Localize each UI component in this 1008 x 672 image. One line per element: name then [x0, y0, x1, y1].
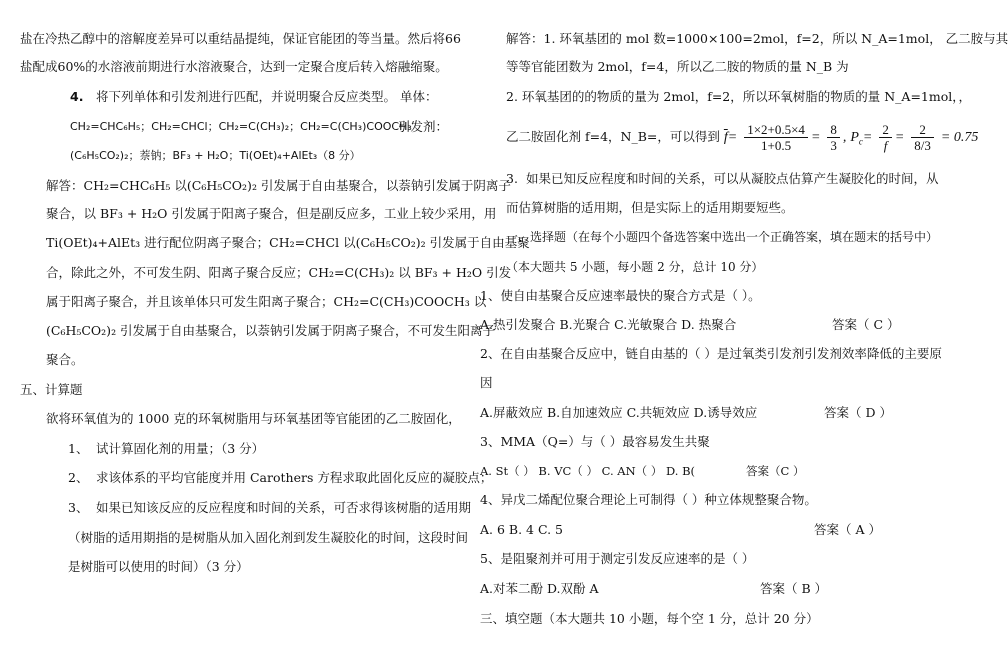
section-intro: 欲将环氧值为的 1000 克的环氧树脂用与环氧基团等官能团的乙二胺固化，: [46, 411, 461, 426]
pc-symbol: P: [850, 130, 859, 145]
initiator-list: (C₆H₅CO₂)₂；萘钠；BF₃ + H₂O；Ti(OEt)₄+AlEt₃（8 分）: [70, 149, 361, 162]
gel-point-value: = 0.75: [940, 130, 979, 145]
mc-answer: 答案（ B ）: [760, 581, 828, 596]
mc-answer: 答案（ A ）: [814, 522, 881, 537]
answer-line: Ti(OEt)₄+AlEt₃ 进行配位阴离子聚合；CH₂=CHCl 以(C₆H₅CO₂)₂ 引发属于自由基聚: [46, 235, 530, 250]
section-title: 三、填空题（本大题共 10 小题，每个空 1 分，总计 20 分）: [480, 611, 819, 626]
section-title: 五、计算题: [20, 382, 83, 397]
solution-text: 乙二胺固化剂 f=4，N_B=，可以得到: [506, 129, 720, 144]
f-bar-symbol: $\overline{f}$: [723, 130, 728, 145]
mc-options: A.对苯二酚 D.双酚 A: [480, 581, 599, 596]
mc-question: 3、MMA（Q=）与（ ）最容易发生共聚: [480, 434, 710, 449]
solution-line: 2. 环氧基团的的物质的量为 2mol，f=2，所以环氧树脂的物质的量 N_A=1mol，，: [506, 89, 971, 104]
mc-question: 1、使自由基聚合反应速率最快的聚合方式是（ ）。: [480, 288, 761, 303]
answer-line: 解答：CH₂=CHC₆H₅ 以(C₆H₅CO₂)₂ 引发属于自由基聚合，以萘钠引发属于阴离子: [46, 178, 511, 193]
paragraph-line: 盐配成60%的水溶液前期进行水溶液聚合，达到一定聚合度后转入熔融缩聚。: [20, 59, 448, 74]
solution-number: 3.: [506, 171, 518, 186]
answer-line: 合，除此之外，不可发生阴、阳离子聚合反应；CH₂=C(CH₃)₂ 以 BF₃ + H₂O 引发: [46, 265, 512, 280]
mc-question: 因: [480, 375, 493, 390]
solution-line: 解答：1. 环氧基团的 mol 数=1000×100=2mol，f=2，所以 N_A=1mol， 乙二胺与其: [506, 31, 1008, 46]
mc-answer: 答案（ C ）: [832, 317, 900, 332]
mc-options: A. St（ ） B. VC（ ） C. AN（ ） D. B(: [480, 464, 696, 478]
answer-line: 聚合。: [46, 352, 84, 367]
mc-options: A.屏蔽效应 B.自加速效应 C.共轭效应 D.诱导效应: [480, 405, 758, 420]
question-text: 将下列单体和引发剂进行匹配，并说明聚合反应类型。 单体：: [96, 89, 438, 104]
question-number: 4.: [70, 89, 84, 104]
mc-question: 4、异戊二烯配位聚合理论上可制得（ ）种立体规整聚合物。: [480, 492, 817, 507]
mc-question: 2、在自由基聚合反应中，链自由基的（ ）是过氧类引发剂引发剂效率降低的主要原: [480, 346, 942, 361]
item-text: 如果已知该反应的反应程度和时间的关系，可否求得该树脂的适用期: [96, 500, 472, 515]
formula-line: 乙二胺固化剂 f=4，N_B=，可以得到 $\overline{f}=$ $\frac{1\times 2+0.5\times 4}{1+0.5}$ = $\frac{8}{3}$ , $P_c=$ $\frac{2}{f}$ = $\frac{2}{8/3}$ = 0.75: [506, 122, 979, 153]
solution-line: 如果已知反应程度和时间的关系，可以从凝胶点估算产生凝胶化的时间，从: [526, 171, 939, 186]
monomer-list: CH₂=CHC₆H₅；CH₂=CHCl；CH₂=C(CH₃)₂；CH₂=C(CH₃)COOCH₃: [70, 120, 412, 133]
item-text: （树脂的适用期指的是树脂从加入固化剂到发生凝胶化的时间，这段时间: [68, 530, 469, 545]
section-title: 一、选择题（在每个小题四个备选答案中选出一个正确答案，填在题末的括号中）: [506, 230, 939, 244]
answer-line: (C₆H₅CO₂)₂ 引发属于自由基聚合，以萘钠引发属于阴离子聚合，不可发生阳离子: [46, 323, 496, 338]
item-number: 1、: [68, 441, 89, 456]
item-number: 2、: [68, 470, 89, 485]
fraction-average-functionality: $\frac{1\times 2+0.5\times 4}{1+0.5}$: [744, 122, 808, 153]
paragraph-line: 盐在冷热乙醇中的溶解度差异可以重结晶提纯，保证官能团的等当量。然后将66: [20, 31, 461, 46]
solution-line: 等等官能团数为 2mol，f=4，所以乙二胺的物质的量 N_B 为: [506, 59, 849, 74]
item-text: 求该体系的平均官能度并用 Carothers 方程求取此固化反应的凝胶点；: [96, 470, 493, 485]
answer-line: 聚合，以 BF₃ + H₂O 引发属于阳离子聚合，但是副反应多，工业上较少采用，用: [46, 206, 497, 221]
item-number: 3、: [68, 500, 89, 515]
fraction-2-f: $\frac{2}{f}$: [879, 122, 892, 153]
mc-answer: 答案（C ）: [746, 464, 805, 478]
item-text: 是树脂可以使用的时间）（3 分）: [68, 559, 249, 574]
answer-line: 属于阳离子聚合，并且该单体只可发生阳离子聚合；CH₂=C(CH₃)COOCH₃ 以: [46, 294, 487, 309]
mc-options: A. 6 B. 4 C. 5: [480, 522, 563, 537]
fraction-2-8-3: $\frac{2}{8/3}$: [911, 122, 934, 153]
fraction-8-3: $\frac{8}{3}$: [827, 122, 840, 153]
section-subtitle: （本大题共 5 小题，每小题 2 分，总计 10 分）: [506, 260, 764, 274]
mc-answer: 答案（ D ）: [824, 405, 892, 420]
mc-options: A.热引发聚合 B.光聚合 C.光敏聚合 D. 热聚合: [480, 317, 737, 332]
initiator-label: 引发剂：: [398, 119, 449, 134]
mc-question: 5、是阻聚剂并可用于测定引发反应速率的是（ ）: [480, 551, 755, 566]
item-text: 试计算固化剂的用量；（3 分）: [96, 441, 265, 456]
solution-line: 而估算树脂的适用期，但是实际上的适用期要短些。: [506, 200, 794, 215]
